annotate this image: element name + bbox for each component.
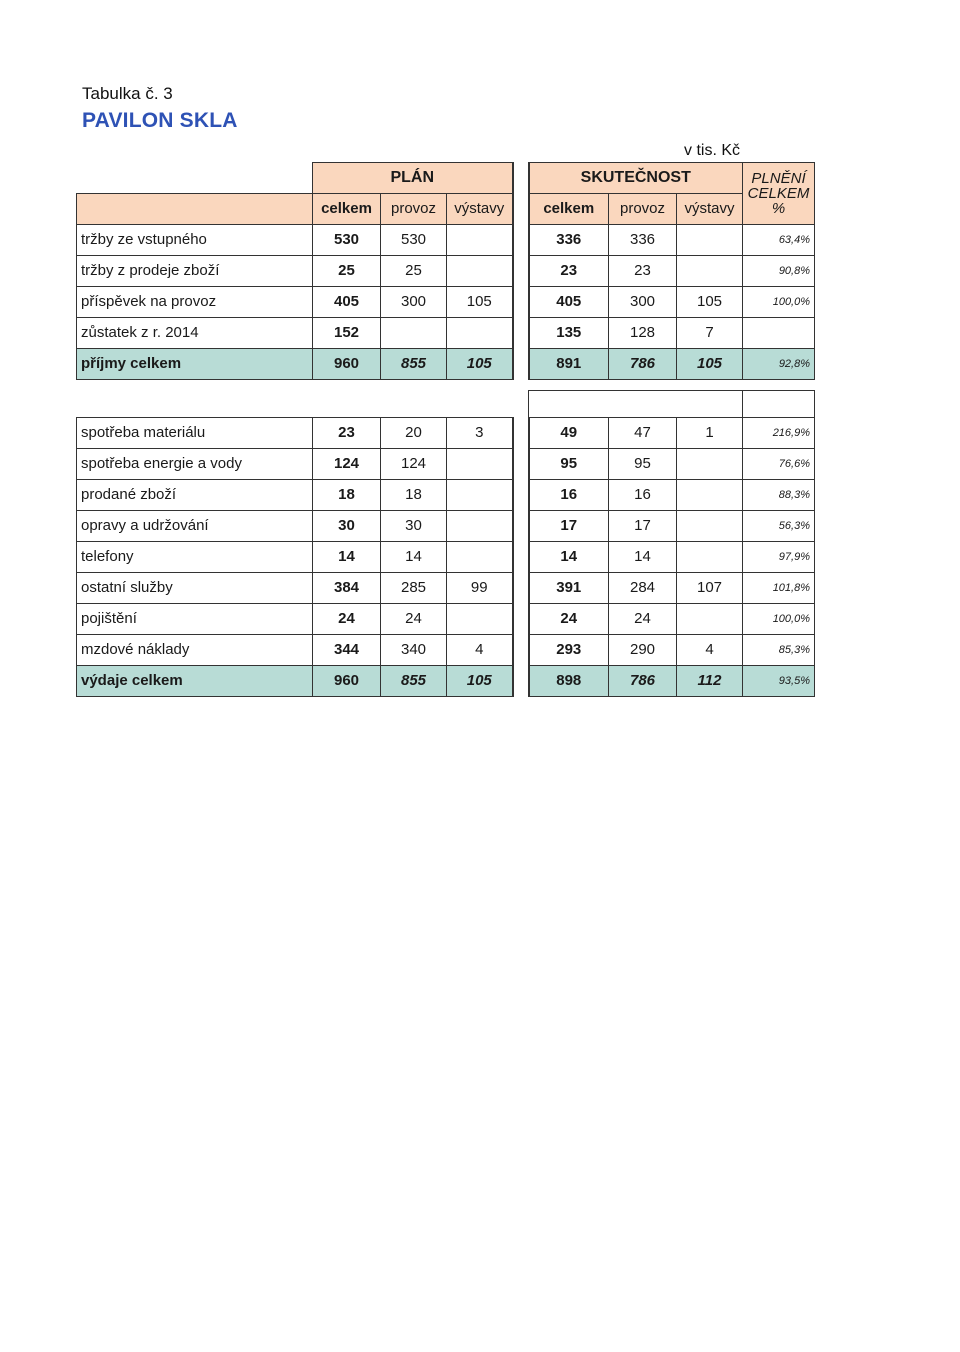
plan-celkem-cell: 30 bbox=[313, 511, 381, 542]
actual-vystavy-cell bbox=[677, 511, 743, 542]
plneni-cell: 88,3% bbox=[743, 480, 815, 511]
plan-provoz-cell: 24 bbox=[381, 604, 447, 635]
column-gap bbox=[513, 511, 529, 542]
actual-provoz-cell: 95 bbox=[609, 449, 677, 480]
actual-celkem-cell: 16 bbox=[529, 480, 609, 511]
plan-vystavy-cell: 3 bbox=[447, 418, 513, 449]
actual-vystavy-cell: 105 bbox=[677, 286, 743, 317]
label-column-header bbox=[77, 193, 313, 224]
actual-celkem-cell: 391 bbox=[529, 573, 609, 604]
actual-vystavy-header: výstavy bbox=[677, 193, 743, 224]
actual-vystavy-cell bbox=[677, 604, 743, 635]
table-row bbox=[77, 635, 815, 666]
actual-vystavy-cell bbox=[677, 224, 743, 255]
actual-provoz-cell: 290 bbox=[609, 635, 677, 666]
plan-vystavy-header: výstavy bbox=[447, 193, 513, 224]
plneni-cell: 56,3% bbox=[743, 511, 815, 542]
actual-provoz-cell: 24 bbox=[609, 604, 677, 635]
plan-celkem-cell: 124 bbox=[313, 449, 381, 480]
row-label: spotřeba energie a vody bbox=[77, 449, 313, 480]
plneni-cell: 97,9% bbox=[743, 542, 815, 573]
actual-celkem-cell: 95 bbox=[529, 449, 609, 480]
actual-provoz-header: provoz bbox=[609, 193, 677, 224]
column-gap bbox=[513, 255, 529, 286]
table-row bbox=[77, 542, 815, 573]
plneni-cell: 216,9% bbox=[743, 418, 815, 449]
actual-celkem-cell: 405 bbox=[529, 286, 609, 317]
actual-provoz-cell: 17 bbox=[609, 511, 677, 542]
plan-provoz-cell: 20 bbox=[381, 418, 447, 449]
row-label: pojištění bbox=[77, 604, 313, 635]
column-gap bbox=[513, 480, 529, 511]
column-gap bbox=[513, 635, 529, 666]
plan-vystavy-cell bbox=[447, 255, 513, 286]
actual-group-header: SKUTEČNOST bbox=[529, 163, 743, 194]
row-label: ostatní služby bbox=[77, 573, 313, 604]
column-gap bbox=[513, 604, 529, 635]
plan-provoz-header: provoz bbox=[381, 193, 447, 224]
actual-provoz-cell: 284 bbox=[609, 573, 677, 604]
plneni-cell: 93,5% bbox=[743, 666, 815, 697]
column-gap bbox=[513, 286, 529, 317]
plan-provoz-cell: 14 bbox=[381, 542, 447, 573]
actual-vystavy-cell: 112 bbox=[677, 666, 743, 697]
table-row bbox=[77, 604, 815, 635]
plan-provoz-cell: 18 bbox=[381, 480, 447, 511]
plan-celkem-cell: 530 bbox=[313, 224, 381, 255]
plan-provoz-cell: 855 bbox=[381, 666, 447, 697]
table-row bbox=[77, 480, 815, 511]
actual-provoz-cell: 786 bbox=[609, 348, 677, 379]
actual-vystavy-cell bbox=[677, 542, 743, 573]
plan-celkem-cell: 18 bbox=[313, 480, 381, 511]
plneni-cell: 100,0% bbox=[743, 604, 815, 635]
actual-provoz-cell: 786 bbox=[609, 666, 677, 697]
income-rows bbox=[77, 224, 815, 379]
actual-celkem-cell: 898 bbox=[529, 666, 609, 697]
actual-celkem-cell: 293 bbox=[529, 635, 609, 666]
plan-celkem-cell: 24 bbox=[313, 604, 381, 635]
column-gap bbox=[513, 193, 529, 224]
plan-provoz-cell: 25 bbox=[381, 255, 447, 286]
header-corner-blank bbox=[77, 163, 313, 194]
column-gap bbox=[513, 224, 529, 255]
plan-vystavy-cell bbox=[447, 511, 513, 542]
actual-vystavy-cell bbox=[677, 255, 743, 286]
plan-vystavy-cell: 105 bbox=[447, 666, 513, 697]
plan-vystavy-cell: 105 bbox=[447, 348, 513, 379]
table-row bbox=[77, 449, 815, 480]
plan-vystavy-cell: 4 bbox=[447, 635, 513, 666]
plan-celkem-cell: 405 bbox=[313, 286, 381, 317]
plan-celkem-cell: 384 bbox=[313, 573, 381, 604]
plan-vystavy-cell bbox=[447, 449, 513, 480]
plan-vystavy-cell bbox=[447, 224, 513, 255]
row-label: opravy a udržování bbox=[77, 511, 313, 542]
actual-vystavy-cell bbox=[677, 480, 743, 511]
plan-vystavy-cell bbox=[447, 542, 513, 573]
plneni-cell bbox=[743, 317, 815, 348]
actual-vystavy-cell: 1 bbox=[677, 418, 743, 449]
expenses-table bbox=[76, 390, 815, 697]
row-label: mzdové náklady bbox=[77, 635, 313, 666]
column-gap bbox=[513, 542, 529, 573]
row-label: tržby z prodeje zboží bbox=[77, 255, 313, 286]
plan-celkem-header: celkem bbox=[313, 193, 381, 224]
actual-provoz-cell: 336 bbox=[609, 224, 677, 255]
plneni-cell: 100,0% bbox=[743, 286, 815, 317]
actual-provoz-cell: 23 bbox=[609, 255, 677, 286]
row-label: telefony bbox=[77, 542, 313, 573]
table-row bbox=[77, 511, 815, 542]
income-table bbox=[76, 162, 815, 380]
actual-provoz-cell: 47 bbox=[609, 418, 677, 449]
column-gap bbox=[513, 449, 529, 480]
header-row-groups bbox=[77, 163, 815, 194]
table-row bbox=[77, 224, 815, 255]
plneni-cell: 92,8% bbox=[743, 348, 815, 379]
actual-provoz-cell: 16 bbox=[609, 480, 677, 511]
table-row bbox=[77, 255, 815, 286]
plan-vystavy-cell bbox=[447, 604, 513, 635]
plan-celkem-cell: 152 bbox=[313, 317, 381, 348]
plan-provoz-cell bbox=[381, 317, 447, 348]
actual-celkem-cell: 17 bbox=[529, 511, 609, 542]
plan-provoz-cell: 855 bbox=[381, 348, 447, 379]
actual-celkem-cell: 135 bbox=[529, 317, 609, 348]
row-label: spotřeba materiálu bbox=[77, 418, 313, 449]
page-title: PAVILON SKLA bbox=[82, 109, 238, 132]
header-row-columns bbox=[77, 193, 815, 224]
row-label: příspěvek na provoz bbox=[77, 286, 313, 317]
table-row bbox=[77, 418, 815, 449]
actual-celkem-cell: 24 bbox=[529, 604, 609, 635]
plan-vystavy-cell: 105 bbox=[447, 286, 513, 317]
table-row bbox=[77, 317, 815, 348]
page-header bbox=[82, 84, 238, 134]
plneni-cell: 90,8% bbox=[743, 255, 815, 286]
plneni-cell: 76,6% bbox=[743, 449, 815, 480]
actual-celkem-header: celkem bbox=[529, 193, 609, 224]
column-gap bbox=[513, 418, 529, 449]
actual-vystavy-cell: 4 bbox=[677, 635, 743, 666]
table-row bbox=[77, 286, 815, 317]
plan-celkem-cell: 960 bbox=[313, 666, 381, 697]
actual-vystavy-cell: 105 bbox=[677, 348, 743, 379]
plan-celkem-cell: 344 bbox=[313, 635, 381, 666]
column-gap bbox=[513, 317, 529, 348]
units-label: v tis. Kč bbox=[684, 142, 741, 159]
row-label: tržby ze vstupného bbox=[77, 224, 313, 255]
table-row bbox=[77, 573, 815, 604]
plan-vystavy-cell bbox=[447, 480, 513, 511]
actual-vystavy-cell: 107 bbox=[677, 573, 743, 604]
actual-provoz-cell: 128 bbox=[609, 317, 677, 348]
plneni-cell: 63,4% bbox=[743, 224, 815, 255]
plneni-cell: 101,8% bbox=[743, 573, 815, 604]
plan-provoz-cell: 285 bbox=[381, 573, 447, 604]
plan-celkem-cell: 14 bbox=[313, 542, 381, 573]
actual-celkem-cell: 336 bbox=[529, 224, 609, 255]
column-gap bbox=[513, 573, 529, 604]
plan-celkem-cell: 25 bbox=[313, 255, 381, 286]
row-label: příjmy celkem bbox=[77, 348, 313, 379]
plan-provoz-cell: 340 bbox=[381, 635, 447, 666]
row-label: zůstatek z r. 2014 bbox=[77, 317, 313, 348]
table-caption: Tabulka č. 3 bbox=[82, 84, 173, 103]
column-gap bbox=[513, 163, 529, 194]
plan-group-header: PLÁN bbox=[313, 163, 513, 194]
income-total-row bbox=[77, 348, 815, 379]
expenses-top-spacer bbox=[77, 391, 815, 418]
actual-celkem-cell: 891 bbox=[529, 348, 609, 379]
expense-rows bbox=[77, 418, 815, 697]
plan-provoz-cell: 124 bbox=[381, 449, 447, 480]
actual-celkem-cell: 23 bbox=[529, 255, 609, 286]
plan-vystavy-cell: 99 bbox=[447, 573, 513, 604]
plan-vystavy-cell bbox=[447, 317, 513, 348]
actual-provoz-cell: 300 bbox=[609, 286, 677, 317]
actual-provoz-cell: 14 bbox=[609, 542, 677, 573]
actual-vystavy-cell: 7 bbox=[677, 317, 743, 348]
actual-celkem-cell: 14 bbox=[529, 542, 609, 573]
actual-celkem-cell: 49 bbox=[529, 418, 609, 449]
plan-provoz-cell: 300 bbox=[381, 286, 447, 317]
plneni-cell: 85,3% bbox=[743, 635, 815, 666]
column-gap bbox=[513, 666, 529, 697]
plan-provoz-cell: 530 bbox=[381, 224, 447, 255]
column-gap bbox=[513, 348, 529, 379]
actual-vystavy-cell bbox=[677, 449, 743, 480]
row-label: výdaje celkem bbox=[77, 666, 313, 697]
expenses-total-row bbox=[77, 666, 815, 697]
plan-celkem-cell: 23 bbox=[313, 418, 381, 449]
plan-provoz-cell: 30 bbox=[381, 511, 447, 542]
plneni-header: PLNĚNÍ CELKEM % bbox=[743, 163, 815, 225]
row-label: prodané zboží bbox=[77, 480, 313, 511]
plan-celkem-cell: 960 bbox=[313, 348, 381, 379]
